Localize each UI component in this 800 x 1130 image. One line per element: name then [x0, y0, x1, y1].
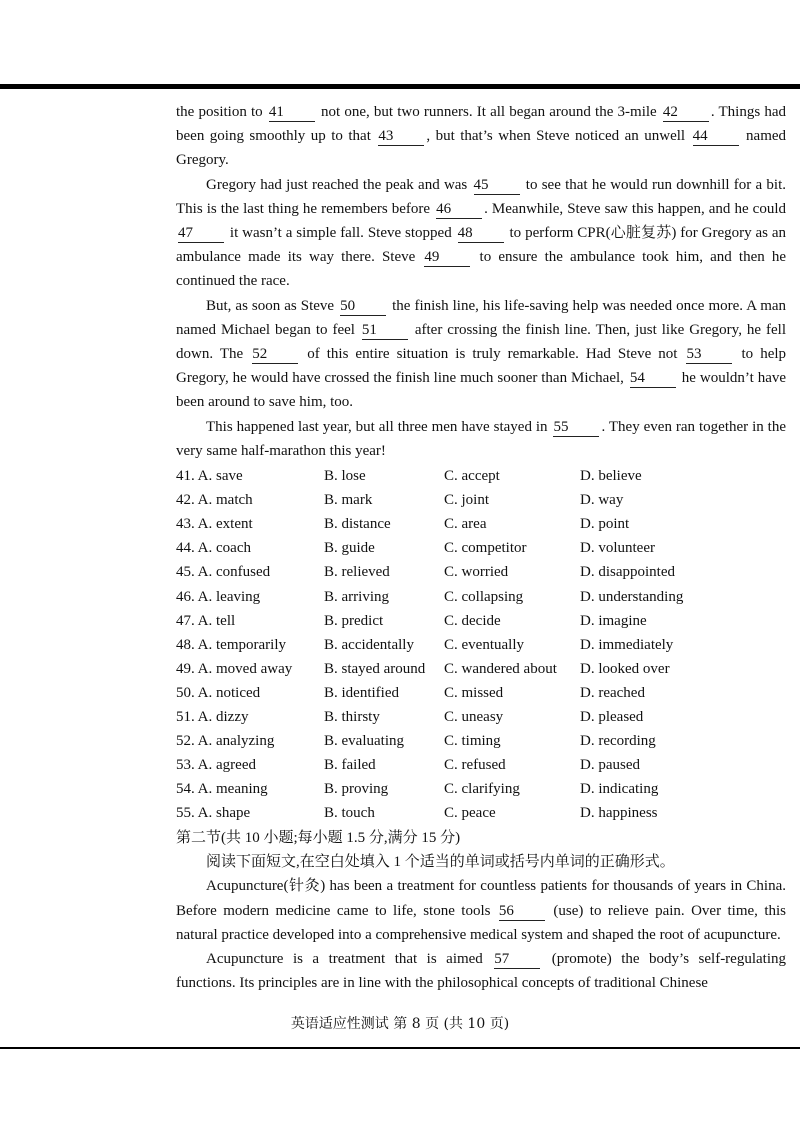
option-d[interactable]: D. point [580, 516, 630, 533]
blank-52[interactable]: 52 [252, 345, 298, 364]
option-d[interactable]: D. happiness [580, 805, 658, 822]
option-d[interactable]: D. immediately [580, 636, 674, 653]
option-a[interactable]: 52. A. analyzing [176, 733, 275, 750]
option-c[interactable]: C. timing [444, 733, 501, 750]
option-d[interactable]: D. reached [580, 684, 645, 701]
option-c[interactable]: C. decide [444, 612, 501, 629]
blank-48[interactable]: 48 [458, 224, 504, 243]
question-row-46 [176, 585, 786, 609]
option-c[interactable]: C. worried [444, 564, 509, 581]
page-footer: 英语适应性测试 第 8 页 (共 10 页) [290, 1016, 510, 1032]
option-a[interactable]: 41. A. save [176, 468, 243, 485]
blank-47[interactable]: 47 [178, 224, 224, 243]
question-row-53 [176, 753, 786, 777]
bottom-rule [0, 1047, 800, 1049]
question-row-55 [176, 801, 786, 825]
option-a[interactable]: 44. A. coach [176, 540, 251, 557]
option-b[interactable]: B. mark [324, 492, 373, 509]
option-c[interactable]: C. accept [444, 468, 500, 485]
top-rule [0, 84, 800, 89]
blank-45[interactable]: 45 [474, 176, 520, 195]
option-c[interactable]: C. peace [444, 805, 496, 822]
option-b[interactable]: B. accidentally [324, 636, 414, 653]
blank-49[interactable]: 49 [424, 248, 470, 267]
blank-54[interactable]: 54 [630, 369, 676, 388]
option-a[interactable]: 55. A. shape [176, 805, 251, 822]
question-row-48 [176, 633, 786, 657]
option-a[interactable]: 50. A. noticed [176, 684, 261, 701]
option-a[interactable]: 49. A. moved away [176, 660, 293, 677]
blank-42[interactable]: 42 [663, 103, 709, 122]
option-d[interactable]: D. disappointed [580, 564, 675, 581]
option-b[interactable]: B. lose [324, 468, 366, 485]
option-c[interactable]: C. joint [444, 492, 490, 509]
option-d[interactable]: D. pleased [580, 708, 644, 725]
option-c[interactable]: C. area [444, 516, 487, 533]
option-b[interactable]: B. stayed around [324, 660, 426, 677]
option-b[interactable]: B. identified [324, 684, 399, 701]
question-row-51 [176, 705, 786, 729]
question-row-47 [176, 609, 786, 633]
option-b[interactable]: B. touch [324, 805, 375, 822]
option-b[interactable]: B. thirsty [324, 708, 380, 725]
option-a[interactable]: 43. A. extent [176, 516, 253, 533]
option-d[interactable]: D. understanding [580, 588, 684, 605]
option-c[interactable]: C. collapsing [444, 588, 524, 605]
blank-56[interactable]: 56 [499, 902, 545, 921]
option-a[interactable]: 51. A. dizzy [176, 708, 249, 725]
blank-57[interactable]: 57 [494, 950, 540, 969]
option-d[interactable]: D. imagine [580, 612, 647, 629]
option-d[interactable]: D. recording [580, 733, 656, 750]
option-b[interactable]: B. predict [324, 612, 384, 629]
section-heading: 第二节(共 10 小题;每小题 1.5 分,满分 15 分) [176, 830, 461, 847]
question-row-49 [176, 657, 786, 681]
option-b[interactable]: B. arriving [324, 588, 389, 605]
option-b[interactable]: B. proving [324, 781, 389, 798]
option-c[interactable]: C. clarifying [444, 781, 520, 798]
question-row-44 [176, 536, 786, 560]
option-c[interactable]: C. competitor [444, 540, 527, 557]
option-b[interactable]: B. guide [324, 540, 375, 557]
option-c[interactable]: C. uneasy [444, 708, 504, 725]
grammar-paragraph-1: Acupuncture(针灸) has been a treatment for countless patients for thousands of years in China. Before modern medicine came to life, stone tools 56 (use) to relieve pain. Over time, this natural practice developed into a comprehensive medical system and shaped the root of acupuncture. [176, 878, 787, 943]
option-d[interactable]: D. looked over [580, 660, 670, 677]
cloze-paragraph-3: But, as soon as Steve 50 the finish line, his life-saving help was needed once more. A man named Michael began to feel 51 after crossing the finish line. Then, just like Gregory, he fell down. The 52 of this entire situation is truly remarkable. Had Steve not 53 to help Gregory, he would have crossed the finish line much sooner than Michael, 54 he wouldn’t have been around to save him, too. [176, 297, 787, 411]
option-d[interactable]: D. volunteer [580, 540, 655, 557]
option-a[interactable]: 42. A. match [176, 492, 253, 509]
option-a[interactable]: 48. A. temporarily [176, 636, 286, 653]
question-row-50 [176, 681, 786, 705]
blank-41[interactable]: 41 [269, 103, 315, 122]
option-a[interactable]: 53. A. agreed [176, 757, 256, 774]
blank-55[interactable]: 55 [553, 418, 599, 437]
section-instruction: 阅读下面短文,在空白处填入 1 个适当的单词或括号内单词的正确形式。 [206, 854, 675, 871]
exam-page-content [176, 100, 786, 995]
question-row-43 [176, 512, 786, 536]
blank-53[interactable]: 53 [686, 345, 732, 364]
option-c[interactable]: C. eventually [444, 636, 524, 653]
option-c[interactable]: C. wandered about [444, 660, 557, 677]
cloze-paragraph-1: the position to 41 not one, but two runners. It all began around the 3-mile 42 . Things had been going smoothly up to that 43 , but that’s when Steve noticed an unwell 44 named Gregory. [176, 104, 787, 169]
question-options-list [176, 464, 786, 825]
option-c[interactable]: C. missed [444, 684, 504, 701]
question-row-54 [176, 777, 786, 801]
cloze-paragraph-2: Gregory had just reached the peak and was 45 to see that he would run downhill for a bit. This is the last thing he remembers before 46 . Meanwhile, Steve saw this happen, and he could 47 it wasn’t a simple fall. Steve stopped 48 to perform CPR(心脏复苏) for Gregory as an ambulance made its way there. Steve 49 to ensure the ambulance took him, and then he continued the race. [176, 176, 787, 290]
question-row-42 [176, 488, 786, 512]
option-a[interactable]: 46. A. leaving [176, 588, 261, 605]
option-b[interactable]: B. evaluating [324, 733, 404, 750]
option-b[interactable]: B. relieved [324, 564, 390, 581]
cloze-paragraph-4: This happened last year, but all three men have stayed in 55 . They even ran together in the very same half-marathon this year! [176, 418, 786, 459]
blank-46[interactable]: 46 [436, 200, 482, 219]
option-d[interactable]: D. way [580, 492, 624, 509]
question-row-52 [176, 729, 786, 753]
option-c[interactable]: C. refused [444, 757, 506, 774]
question-row-45 [176, 560, 786, 584]
option-b[interactable]: B. distance [324, 516, 391, 533]
option-d[interactable]: D. paused [580, 757, 640, 774]
option-d[interactable]: D. indicating [580, 781, 659, 798]
blank-51[interactable]: 51 [362, 321, 408, 340]
blank-50[interactable]: 50 [340, 297, 386, 316]
blank-43[interactable]: 43 [378, 127, 424, 146]
option-a[interactable]: 54. A. meaning [176, 781, 268, 798]
option-b[interactable]: B. failed [324, 757, 376, 774]
blank-44[interactable]: 44 [693, 127, 739, 146]
grammar-paragraph-2: Acupuncture is a treatment that is aimed 57 (promote) the body’s self-regulating functions. Its principles are in line with the philosophical concepts of traditional Chinese [176, 951, 786, 992]
question-row-41 [176, 464, 786, 488]
option-a[interactable]: 45. A. confused [176, 564, 271, 581]
option-a[interactable]: 47. A. tell [176, 612, 236, 629]
option-d[interactable]: D. believe [580, 468, 642, 485]
